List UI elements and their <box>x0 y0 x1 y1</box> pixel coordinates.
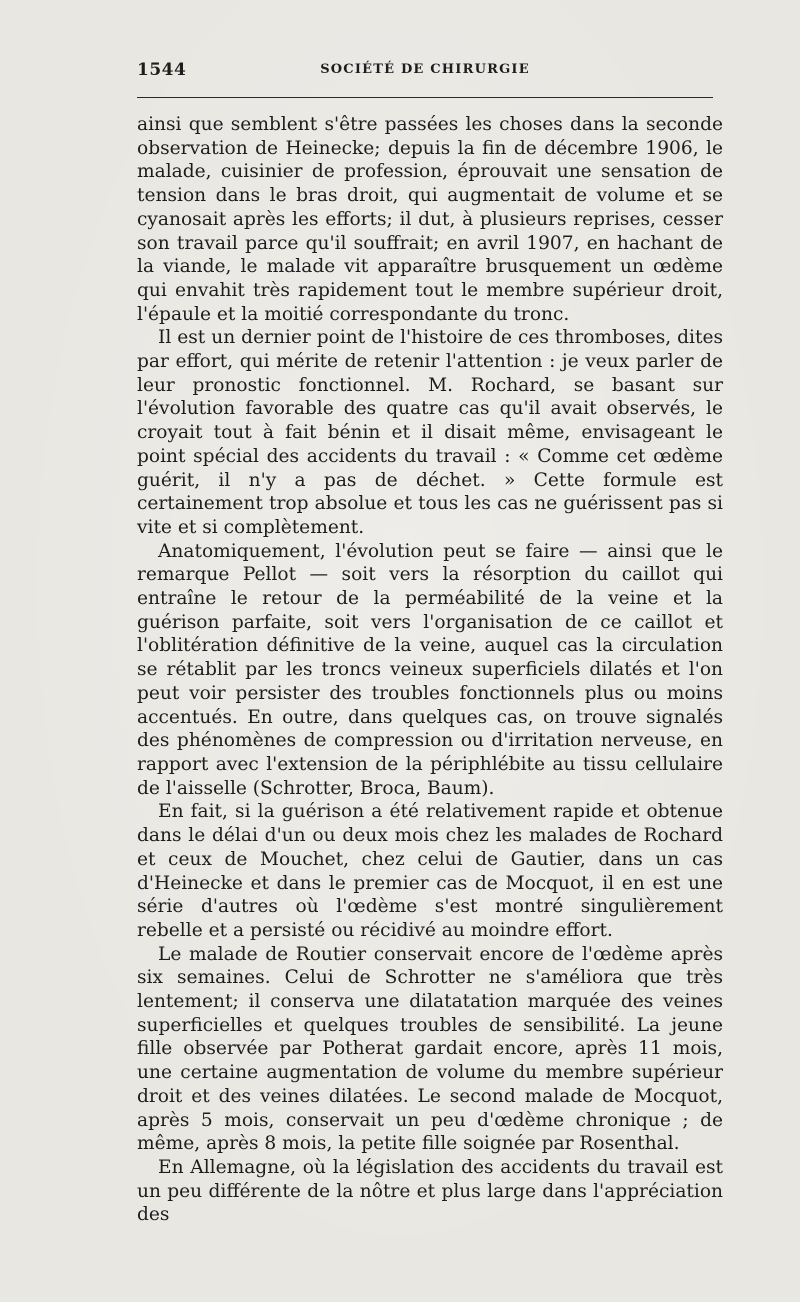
paragraph: Anatomiquement, l'évolution peut se faire — ainsi que le remarque Pellot — soit vers la résorption du caillot qui entraîne le retour de la perméabilité de la veine et la guérison parfaite, soit vers l'organisation de ce caillot et l'oblitération définitive de la veine, auquel cas la circulation se rétablit par les troncs veineux superficiels dilatés et l'on peut voir persister des troubles fonctionnels plus ou moins accentués. En outre, dans quelques cas, on trouve signalés des phénomènes de compression ou d'irritation nerveuse, en rapport avec l'extension de la périphlébite au tissu cellulaire de l'aisselle (Schrotter, Broca, Baum). <box>137 540 723 799</box>
header-rule <box>137 97 713 98</box>
paragraph: ainsi que semblent s'être passées les choses dans la seconde observation de Heinecke; depuis la fin de décembre 1906, le malade, cuisinier de profession, éprouvait une sensation de tension dans le bras droit, qui augmentait de volume et se cyanosait après les efforts; il dut, à plusieurs reprises, cesser son travail parce qu'il souffrait; en avril 1907, en hachant de la viande, le malade vit apparaître brusquement un œdème qui envahit très rapidement tout le membre supérieur droit, l'épaule et la moitié correspondante du tronc. <box>137 114 723 325</box>
paragraph: En fait, si la guérison a été relativement rapide et obtenue dans le délai d'un ou deux mois chez les malades de Rochard et ceux de Mouchet, chez celui de Gautier, dans un cas d'Heinecke et dans le premier cas de Mocquot, il en est une série d'autres où l'œdème s'est montré singulièrement rebelle et a persisté ou récidivé au moindre effort. <box>137 801 723 941</box>
page-header <box>137 58 713 88</box>
paragraph: En Allemagne, où la législation des accidents du travail est un peu différente de la nôtre et plus large dans l'appréciation des <box>137 1156 723 1226</box>
body-text <box>137 113 723 1227</box>
paragraph: Le malade de Routier conservait encore de l'œdème après six semaines. Celui de Schrotter ne s'améliora que très lentement; il conserva une dilatatation marquée des veines superficielles et quelques troubles de sensibilité. La jeune fille observée par Potherat gardait encore, après 11 mois, une certaine augmentation de volume du membre supérieur droit et des veines dilatées. Le second malade de Mocquot, après 5 mois, conservait un peu d'œdème chronique ; de même, après 8 mois, la petite fille soignée par Rosenthal. <box>137 943 723 1155</box>
running-head: SOCIÉTÉ DE CHIRURGIE <box>320 62 530 77</box>
paragraph: Il est un dernier point de l'histoire de ces thromboses, dites par effort, qui mérite de retenir l'attention : je veux parler de leur pronostic fonctionnel. M. Rochard, se basant sur l'évolution favorable des quatre cas qu'il avait observés, le croyait tout à fait bénin et il disait même, envisageant le point spécial des accidents du travail : « Comme cet œdème guérit, il n'y a pas de déchet. » Cette formule est certainement trop absolue et tous les cas ne guérissent pas si vite et si complètement. <box>137 327 723 538</box>
page-number: 1544 <box>137 60 187 80</box>
